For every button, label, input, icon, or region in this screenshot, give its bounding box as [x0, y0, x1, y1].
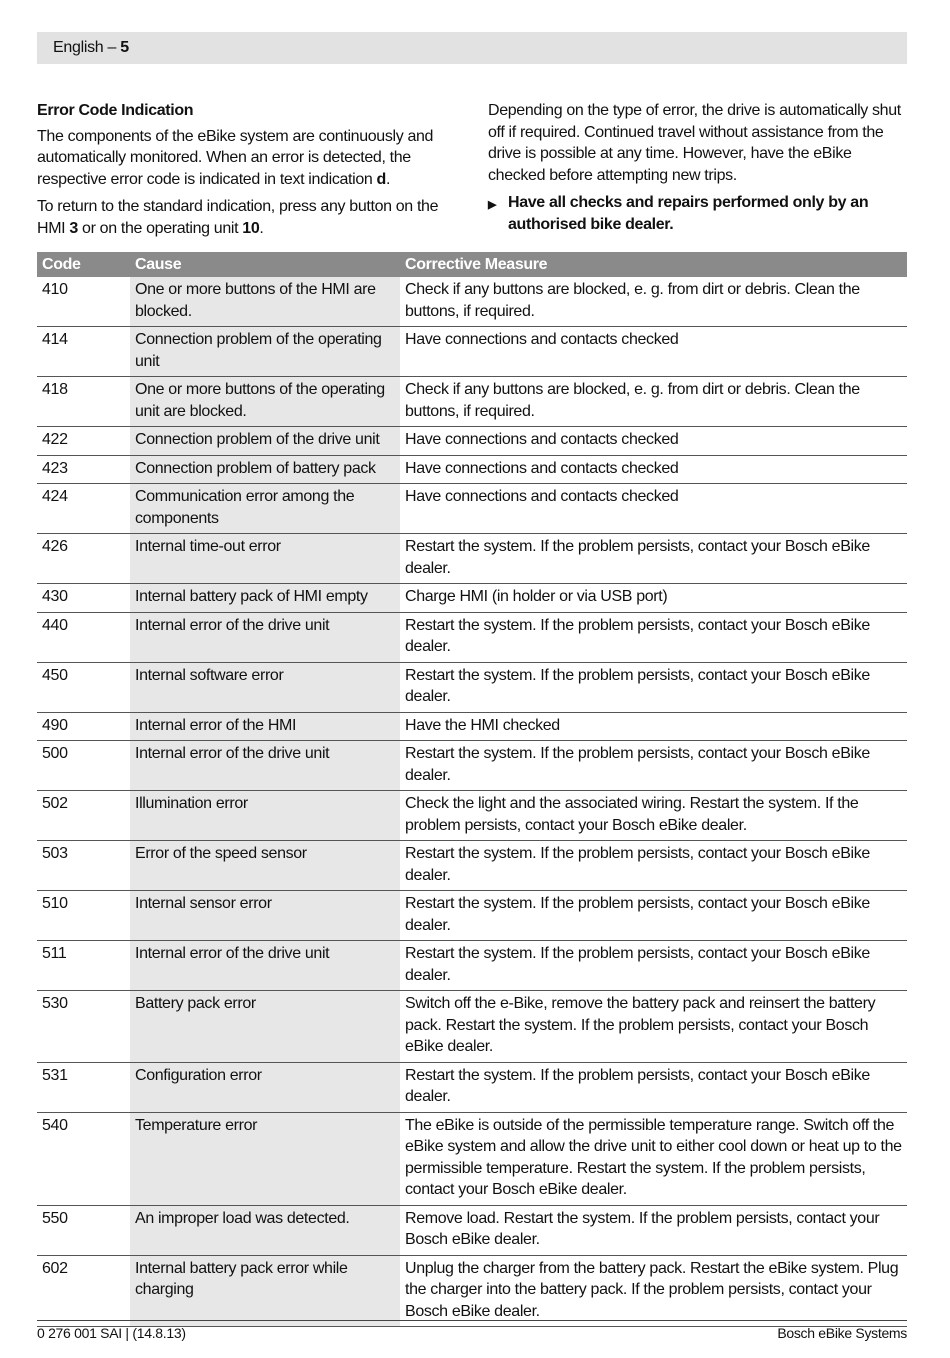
header-separator: –: [103, 39, 121, 56]
cell-code: 550: [42, 1209, 68, 1227]
cell-code: 430: [42, 588, 68, 605]
cell-cause: Internal error of the drive unit: [130, 941, 400, 990]
table-row: [37, 1063, 907, 1113]
column-header-code: Code: [42, 256, 81, 273]
p1-bold: d: [376, 170, 386, 188]
cell-measure: Check the light and the associated wiring. Restart the system. If the problem persists, contact your Bosch eBike dealer.: [405, 795, 859, 834]
page-header-text: [53, 39, 129, 57]
table-row: [37, 991, 907, 1063]
table-row: [37, 427, 907, 456]
cell-cause: Internal error of the drive unit: [130, 613, 400, 662]
table-header: [37, 252, 907, 277]
cell-measure: Restart the system. If the problem persists, contact your Bosch eBike dealer.: [405, 895, 870, 934]
p2-text: To return to the standard indication, press any button on the HMI: [37, 198, 439, 237]
cell-measure: Restart the system. If the problem persists, contact your Bosch eBike dealer.: [405, 1066, 870, 1105]
cell-measure: Have connections and contacts checked: [405, 331, 679, 348]
cell-measure: Restart the system. If the problem persists, contact your Bosch eBike dealer.: [405, 745, 870, 784]
arrow-right-icon: ▶: [488, 199, 497, 211]
cell-measure: Remove load. Restart the system. If the problem persists, contact your Bosch eBike dealer.: [405, 1209, 880, 1248]
cell-cause: Configuration error: [130, 1063, 400, 1112]
table-row: [37, 1256, 907, 1328]
cell-measure: Restart the system. If the problem persists, contact your Bosch eBike dealer.: [405, 945, 870, 984]
cell-measure: Restart the system. If the problem persists, contact your Bosch eBike dealer.: [405, 845, 870, 884]
intro-left-column: [37, 100, 462, 245]
cell-code: 511: [42, 945, 67, 962]
cell-cause: Illumination error: [130, 791, 400, 840]
table-row: [37, 841, 907, 891]
document-number: 0 276 001 SAI | (14.8.13): [37, 1325, 186, 1341]
cell-cause: Temperature error: [130, 1113, 400, 1205]
p1-suffix: .: [385, 170, 391, 188]
table-row: [37, 277, 907, 327]
p2-mid: or on the operating unit: [77, 219, 243, 237]
p2-bold-1: 3: [69, 219, 78, 237]
cell-code: 602: [42, 1259, 68, 1277]
cell-code: 490: [42, 716, 68, 734]
intro-paragraph-2: [37, 196, 462, 239]
table-row: [37, 663, 907, 713]
intro-paragraph-1: [37, 126, 462, 191]
cell-measure: Have connections and contacts checked: [405, 488, 679, 505]
cell-measure: Check if any buttons are blocked, e. g. from dirt or debris. Clean the buttons, if required.: [405, 281, 860, 320]
cell-cause: One or more buttons of the HMI are blocked.: [130, 277, 400, 326]
cell-cause: Internal sensor error: [130, 891, 400, 940]
cell-measure: Restart the system. If the problem persists, contact your Bosch eBike dealer.: [405, 538, 870, 577]
cell-measure: Charge HMI (in holder or via USB port): [405, 588, 668, 605]
table-row: [37, 534, 907, 584]
header-language: English: [53, 39, 104, 56]
cell-code: 531: [42, 1066, 68, 1084]
p2-bold-2: 10: [242, 219, 260, 237]
table-row: [37, 1206, 907, 1256]
cell-cause: Error of the speed sensor: [130, 841, 400, 890]
p1-text: The components of the eBike system are continuously and automatically monitored. When an error is detected, the respective error code is indicated in text indication: [37, 127, 434, 188]
table-row: [37, 941, 907, 991]
cell-code: 510: [42, 895, 68, 912]
intro-paragraph-3: Depending on the type of error, the drive is automatically shut off if required. Continued travel without assistance from the drive is possible at any time. However, have the eBike checked before attempting new trips.: [488, 102, 901, 184]
cell-code: 500: [42, 745, 68, 762]
cell-cause: Internal battery pack of HMI empty: [130, 584, 400, 612]
cell-code: 502: [42, 795, 68, 812]
cell-cause: Battery pack error: [130, 991, 400, 1062]
warning-bullet: [488, 192, 908, 235]
cell-measure: The eBike is outside of the permissible temperature range. Switch off the eBike system and allow the drive unit to either cool down or heat up to the permissible temperature. Restart the system. If the problem persists, contact your Bosch eBike dealer.: [405, 1116, 902, 1198]
table-body: [37, 277, 907, 1327]
table-row: [37, 484, 907, 534]
cell-measure: Check if any buttons are blocked, e. g. from dirt or debris. Clean the buttons, if required.: [405, 381, 860, 420]
cell-cause: Connection problem of battery pack: [130, 456, 400, 484]
table-row: [37, 791, 907, 841]
table-row: [37, 1113, 907, 1206]
cell-cause: One or more buttons of the operating unit are blocked.: [130, 377, 400, 426]
cell-code: 424: [42, 488, 68, 505]
bullet-text: Have all checks and repairs performed only by an authorised bike dealer.: [508, 194, 869, 233]
cell-code: 422: [42, 431, 68, 448]
cell-code: 440: [42, 616, 68, 634]
cell-cause: An improper load was detected.: [130, 1206, 400, 1255]
cell-cause: Communication error among the components: [130, 484, 400, 533]
cell-measure: Have connections and contacts checked: [405, 459, 679, 477]
cell-measure: Switch off the e-Bike, remove the battery pack and reinsert the battery pack. Restart the system. If the problem persists, contact your Bosch eBike dealer.: [405, 995, 876, 1055]
table-row: [37, 584, 907, 613]
table-row: [37, 891, 907, 941]
cell-cause: Internal battery pack error while charging: [130, 1256, 400, 1327]
table-row: [37, 456, 907, 485]
table-row: [37, 377, 907, 427]
cell-code: 450: [42, 666, 68, 684]
intro-right-column: [488, 100, 908, 235]
cell-code: 418: [42, 381, 68, 398]
error-code-table: [37, 252, 907, 1327]
column-header-measure: Corrective Measure: [405, 256, 548, 273]
cell-measure: Unplug the charger from the battery pack. Restart the eBike system. Plug the charger into the battery pack. If the problem persists, contact your Bosch eBike dealer.: [405, 1259, 899, 1320]
table-row: [37, 613, 907, 663]
cell-code: 530: [42, 995, 68, 1012]
section-heading: Error Code Indication: [37, 102, 194, 119]
cell-code: 410: [42, 281, 68, 298]
cell-measure: Restart the system. If the problem persists, contact your Bosch eBike dealer.: [405, 616, 870, 655]
cell-code: 503: [42, 845, 68, 862]
publisher-name: Bosch eBike Systems: [777, 1325, 907, 1341]
cell-measure: Have the HMI checked: [405, 716, 560, 734]
cell-code: 423: [42, 459, 68, 477]
table-row: [37, 713, 907, 742]
table-row: [37, 327, 907, 377]
table-row: [37, 741, 907, 791]
cell-cause: Internal software error: [130, 663, 400, 712]
cell-code: 414: [42, 331, 68, 348]
cell-cause: Connection problem of the drive unit: [130, 427, 400, 455]
cell-code: 540: [42, 1116, 68, 1134]
p2-suffix: .: [259, 219, 264, 237]
cell-cause: Internal error of the drive unit: [130, 741, 400, 790]
cell-code: 426: [42, 538, 68, 555]
column-header-cause: Cause: [135, 256, 182, 273]
page-header-bar: [37, 32, 907, 64]
page-number: 5: [120, 39, 129, 56]
page-footer: [37, 1320, 907, 1341]
cell-measure: Restart the system. If the problem persists, contact your Bosch eBike dealer.: [405, 666, 870, 705]
cell-measure: Have connections and contacts checked: [405, 431, 679, 448]
cell-cause: Internal time-out error: [130, 534, 400, 583]
cell-cause: Connection problem of the operating unit: [130, 327, 400, 376]
cell-cause: Internal error of the HMI: [130, 713, 400, 741]
